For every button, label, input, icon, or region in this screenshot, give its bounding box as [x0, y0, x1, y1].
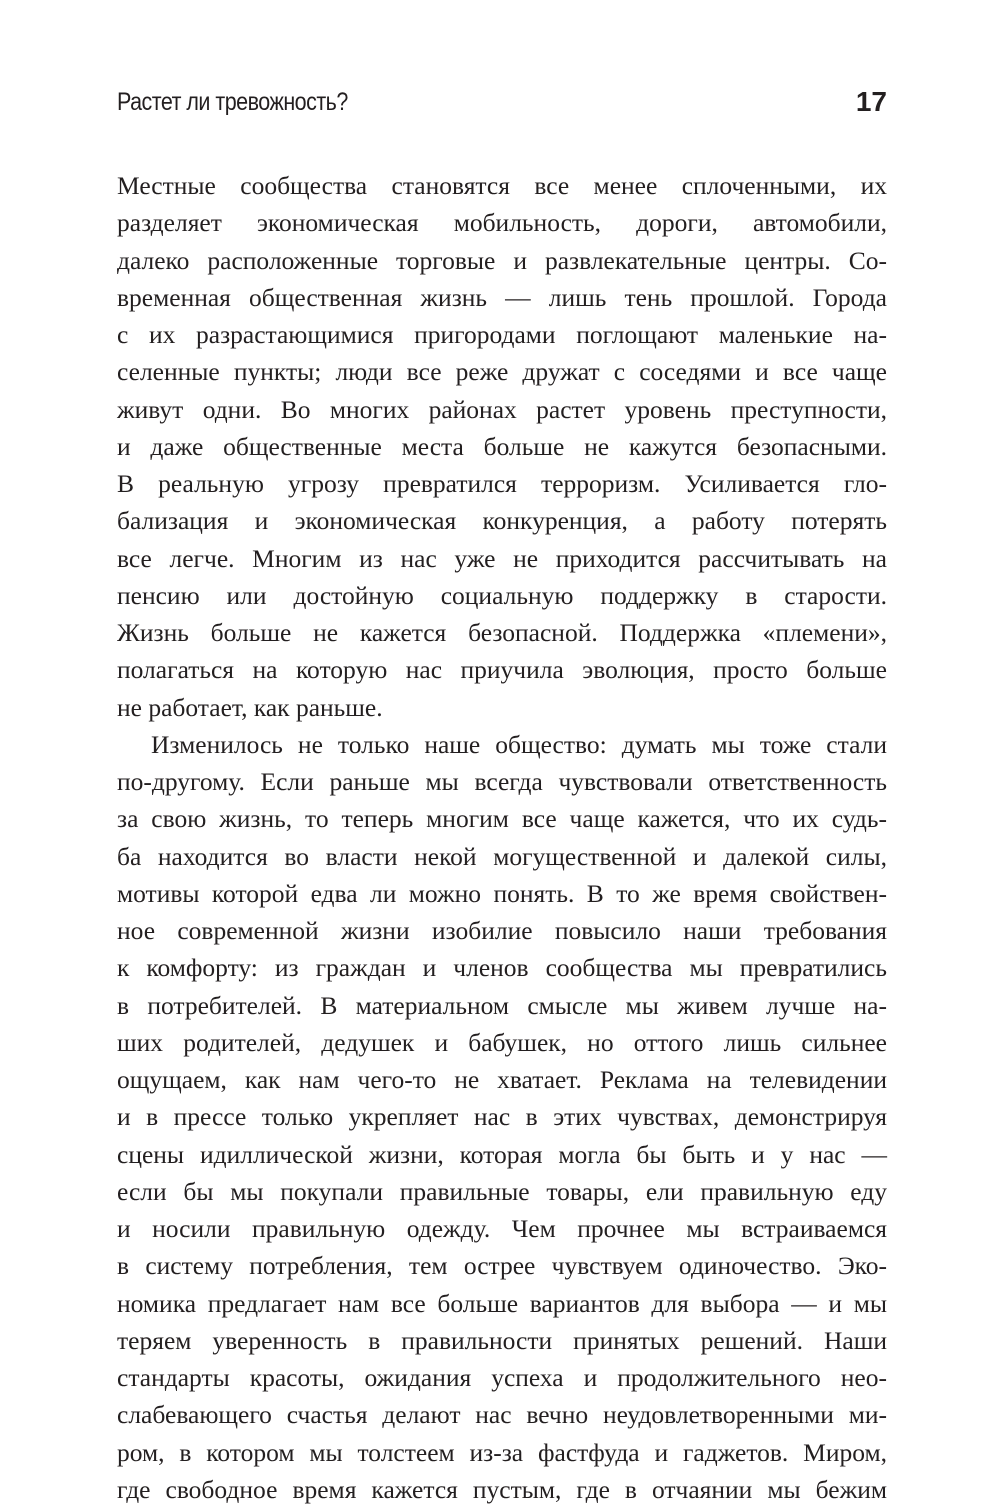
text-line: мотивы которой едва ли можно понять. В то же время свойствен-: [117, 878, 887, 908]
text-line: с их разрастающимися пригородами поглощают маленькие на-: [117, 320, 887, 349]
text-line: номика предлагает нам все больше вариантов для выбора — и мы: [117, 1288, 887, 1318]
text-line: и носили правильную одежду. Чем прочнее мы встраиваемся: [117, 1214, 887, 1243]
text-line: и даже общественные места больше не кажутся безопасными.: [117, 431, 887, 461]
text-line: разделяет экономическая мобильность, дороги, автомобили,: [117, 208, 887, 238]
text-line: к комфорту: из граждан и членов сообщества мы превратились: [117, 953, 887, 983]
text-line: пенсию или достойную социальную поддержку в старости.: [117, 580, 887, 610]
text-line: Местные сообщества становятся все менее сплоченными, их: [117, 171, 887, 200]
text-line: ощущаем, как нам чего-то не хватает. Реклама на телевидении: [117, 1065, 887, 1094]
text-line: слабевающего счастья делают нас вечно неудовлетворенными ми-: [117, 1400, 887, 1430]
paragraph-container: [117, 167, 887, 1508]
paragraph: [117, 167, 887, 726]
text-line: все легче. Многим из нас уже не приходится рассчитывать на: [117, 543, 887, 573]
text-line: живут одни. Во многих районах растет уровень преступности,: [117, 394, 887, 424]
text-line: далеко расположенные торговые и развлекательные центры. Со-: [117, 245, 887, 275]
text-line: и в прессе только укрепляет нас в этих чувствах, демонстрируя: [117, 1102, 887, 1132]
text-line: полагаться на которую нас приучила эволюция, просто больше: [117, 655, 887, 685]
text-line: бализация и экономическая конкуренция, а работу потерять: [117, 506, 887, 536]
text-line: ба находится во власти некой могущественной и далекой силы,: [117, 841, 887, 871]
text-line: стандарты красоты, ожидания успеха и продолжительного нео-: [117, 1363, 887, 1392]
text-line: Изменилось не только наше общество: думать мы тоже стали: [151, 729, 887, 759]
body-text: [117, 167, 887, 1508]
text-line: сцены идиллической жизни, которая могла бы быть и у нас —: [117, 1139, 887, 1169]
running-header: [117, 82, 887, 122]
text-line: ших родителей, дедушек и бабушек, но оттого лишь сильнее: [117, 1027, 887, 1057]
text-line: в потребителей. В материальном смысле мы живем лучше на-: [117, 990, 887, 1020]
text-line: где свободное время кажется пустым, где в отчаянии мы бежим: [117, 1474, 887, 1504]
text-line: не работает, как раньше.: [117, 692, 383, 722]
text-line: В реальную угрозу превратился терроризм. Усиливается гло-: [117, 469, 887, 498]
text-line: ное современной жизни изобилие повысило наши требования: [117, 916, 887, 945]
text-line: по-другому. Если раньше мы всегда чувствовали ответственность: [117, 767, 887, 796]
text-line: за свою жизнь, то теперь многим все чаще кажется, что их судь-: [117, 804, 887, 834]
running-title: Растет ли тревожность?: [117, 88, 348, 116]
text-line: если бы мы покупали правильные товары, ели правильную еду: [117, 1176, 887, 1206]
text-line: селенные пункты; люди все реже дружат с соседями и все чаще: [117, 357, 887, 387]
text-line: теряем уверенность в правильности принятых решений. Наши: [117, 1325, 887, 1355]
text-line: в систему потребления, тем острее чувствуем одиночество. Эко-: [117, 1251, 887, 1281]
text-line: ром, в котором мы толстеем из-за фастфуда и гаджетов. Миром,: [117, 1437, 887, 1467]
paragraph: [117, 726, 887, 1508]
text-line: временная общественная жизнь — лишь тень прошлой. Города: [117, 282, 887, 312]
text-line: Жизнь больше не кажется безопасной. Поддержка «племени»,: [117, 618, 887, 647]
page-number: 17: [855, 86, 887, 117]
